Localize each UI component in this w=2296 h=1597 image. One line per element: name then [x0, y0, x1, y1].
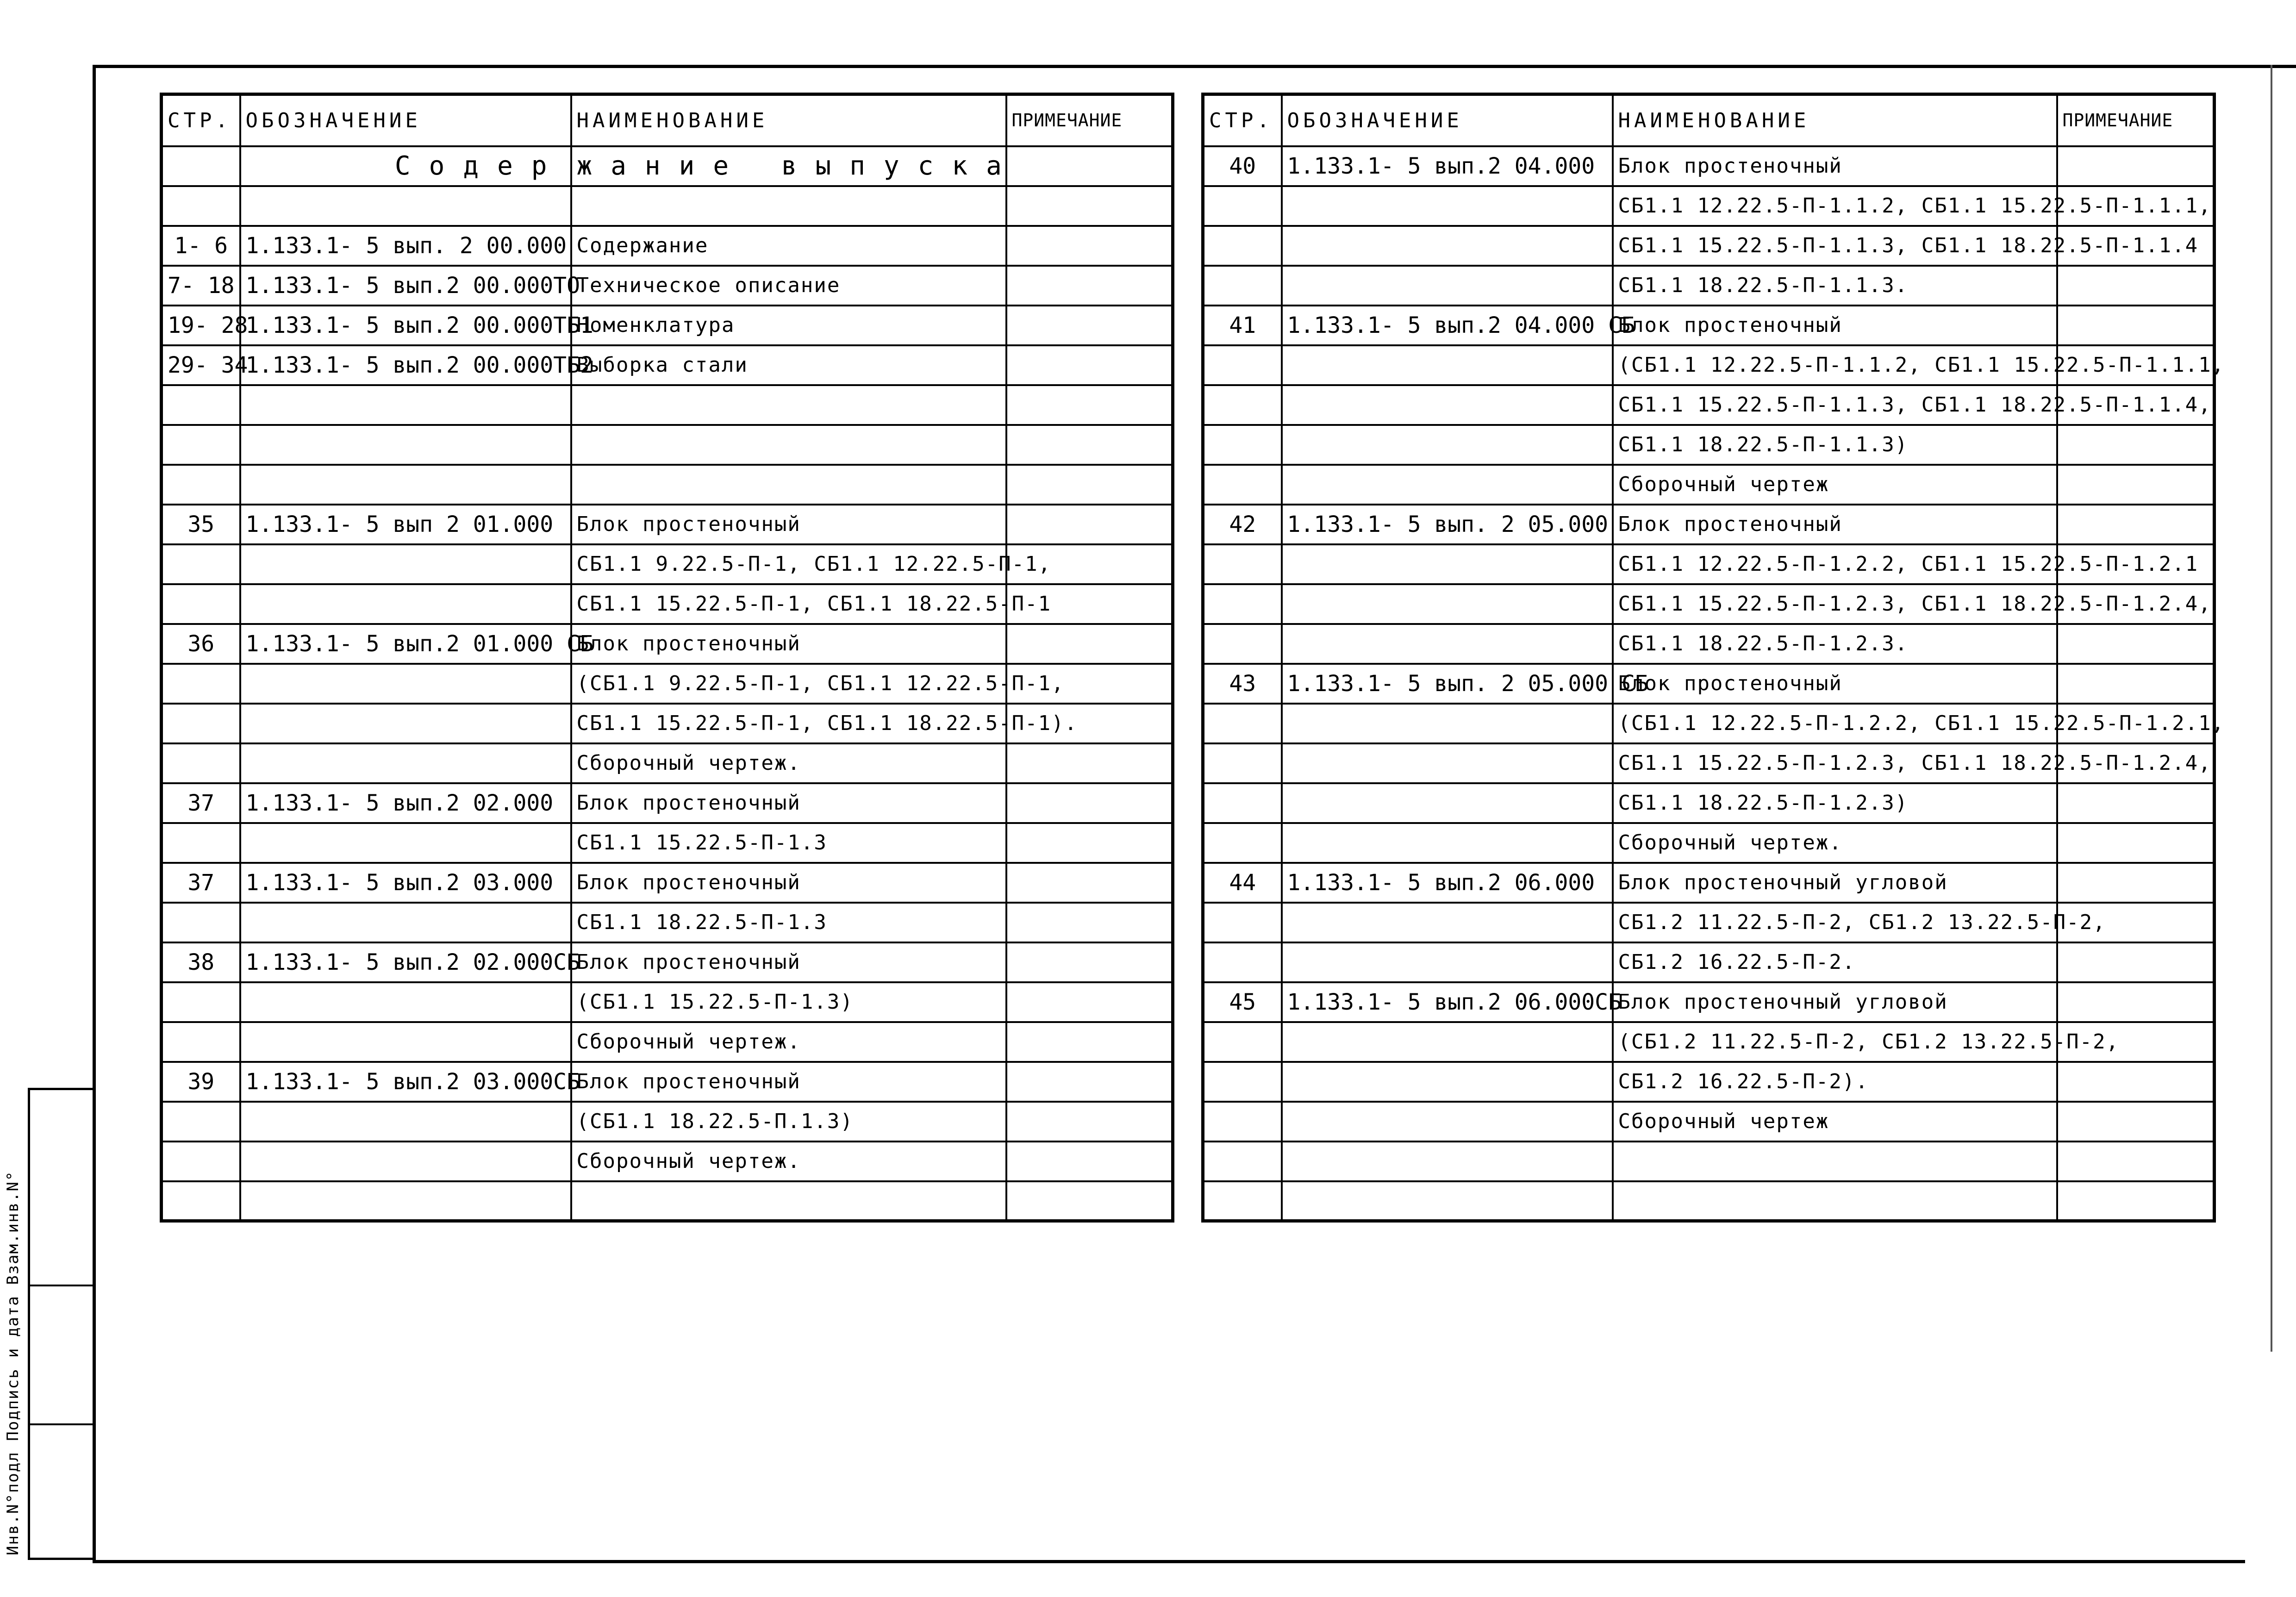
row-name-cell: СБ1.1 18.22.5-П-1.1.3) [1613, 425, 2057, 465]
row-name-cell: Сборочный чертеж [1613, 1102, 2057, 1142]
row-name-cell: Блок простеночный [1613, 306, 2057, 345]
row-name-cell: Техническое описание [571, 266, 1006, 306]
row-designation-cell [1282, 345, 1613, 385]
table-row [162, 1142, 1173, 1181]
row-page-cell: 37 [162, 863, 240, 903]
table-row [162, 743, 1173, 783]
row-name-cell [571, 465, 1006, 505]
table-row [162, 1062, 1173, 1102]
row-page-cell [1203, 1142, 1282, 1181]
row-designation-cell [240, 385, 571, 425]
row-note-cell [2057, 863, 2215, 903]
row-name-cell: (СБ1.1 15.22.5-П-1.3) [571, 982, 1006, 1022]
table-row [1203, 544, 2215, 584]
row-name-cell: СБ1.1 18.22.5-П-1.1.3. [1613, 266, 2057, 306]
row-note-cell [1006, 425, 1173, 465]
table-row [1203, 863, 2215, 903]
row-page-cell: 40 [1203, 146, 1282, 186]
row-designation-cell [1282, 425, 1613, 465]
title-cell-note [1006, 146, 1173, 186]
row-name-cell: Сборочный чертеж. [1613, 823, 2057, 863]
row-name-cell: (СБ1.2 11.22.5-П-2, СБ1.2 13.22.5-П-2, [1613, 1022, 2057, 1062]
row-designation-cell [240, 1022, 571, 1062]
row-note-cell [2057, 942, 2215, 982]
row-note-cell [1006, 226, 1173, 266]
row-designation-cell [240, 1142, 571, 1181]
row-name-cell: СБ1.1 9.22.5-П-1, СБ1.1 12.22.5-П-1, [571, 544, 1006, 584]
table-row [1203, 345, 2215, 385]
side-stamp-text: Инв.N°подл Подпись и дата Взам.инв.N° [4, 1170, 22, 1555]
row-designation-cell [240, 425, 571, 465]
row-designation-cell: 1.133.1- 5 вып.2 02.000 [240, 783, 571, 823]
row-name-cell [1613, 1181, 2057, 1221]
row-page-cell [162, 186, 240, 226]
header-name: НАИМЕНОВАНИЕ [1613, 94, 2057, 146]
row-designation-cell: 1.133.1- 5 вып. 2 00.000 [240, 226, 571, 266]
row-note-cell [1006, 465, 1173, 505]
row-page-cell [162, 823, 240, 863]
row-page-cell [162, 1181, 240, 1221]
row-note-cell [2057, 146, 2215, 186]
table-row [1203, 146, 2215, 186]
row-page-cell [1203, 1102, 1282, 1142]
row-designation-cell [1282, 903, 1613, 942]
table-title-row [162, 146, 1173, 186]
row-designation-cell [1282, 783, 1613, 823]
row-name-cell: СБ1.1 18.22.5-П-1.3 [571, 903, 1006, 942]
row-name-cell: Сборочный чертеж. [571, 743, 1006, 783]
table-row [1203, 425, 2215, 465]
table-row [1203, 1062, 2215, 1102]
row-designation-cell [240, 465, 571, 505]
row-note-cell [1006, 385, 1173, 425]
row-page-cell: 42 [1203, 505, 1282, 544]
frame-bottom-line [93, 1560, 2245, 1563]
row-designation-cell [240, 982, 571, 1022]
table-row [162, 863, 1173, 903]
row-page-cell [162, 385, 240, 425]
table-row [1203, 465, 2215, 505]
row-designation-cell [1282, 584, 1613, 624]
row-name-cell [571, 385, 1006, 425]
row-designation-cell [1282, 624, 1613, 664]
row-page-cell [162, 425, 240, 465]
row-note-cell [1006, 863, 1173, 903]
row-name-cell: СБ1.1 15.22.5-П-1.1.3, СБ1.1 18.22.5-П-1.1.4, [1613, 385, 2057, 425]
row-name-cell: Номенклатура [571, 306, 1006, 345]
table-header-row [1203, 94, 2215, 146]
row-page-cell [162, 1022, 240, 1062]
row-page-cell [1203, 1022, 1282, 1062]
row-note-cell [2057, 266, 2215, 306]
row-designation-cell [1282, 1022, 1613, 1062]
table-row [162, 226, 1173, 266]
row-page-cell: 45 [1203, 982, 1282, 1022]
row-page-cell: 36 [162, 624, 240, 664]
table-row [1203, 1181, 2215, 1221]
table-row [162, 783, 1173, 823]
table-row [162, 186, 1173, 226]
row-page-cell: 1- 6 [162, 226, 240, 266]
table-row [162, 1181, 1173, 1221]
header-page: СТР. [162, 94, 240, 146]
row-note-cell [1006, 743, 1173, 783]
row-page-cell [1203, 704, 1282, 743]
row-note-cell [1006, 505, 1173, 544]
row-designation-cell [1282, 704, 1613, 743]
row-designation-cell [240, 1102, 571, 1142]
row-note-cell [2057, 1181, 2215, 1221]
row-note-cell [2057, 465, 2215, 505]
row-name-cell: СБ1.1 15.22.5-П-1, СБ1.1 18.22.5-П-1). [571, 704, 1006, 743]
row-page-cell [162, 664, 240, 704]
row-page-cell [1203, 266, 1282, 306]
table-row [1203, 783, 2215, 823]
row-designation-cell: 1.133.1- 5 вып.2 06.000СБ [1282, 982, 1613, 1022]
row-page-cell [1203, 1062, 1282, 1102]
row-page-cell [162, 544, 240, 584]
table-row [1203, 823, 2215, 863]
row-name-cell: СБ1.1 15.22.5-П-1.2.3, СБ1.1 18.22.5-П-1.2.4, [1613, 743, 2057, 783]
table-row [162, 903, 1173, 942]
row-note-cell [1006, 942, 1173, 982]
row-page-cell [1203, 186, 1282, 226]
row-page-cell: 29- 34 [162, 345, 240, 385]
row-page-cell: 43 [1203, 664, 1282, 704]
row-page-cell [162, 982, 240, 1022]
row-page-cell [162, 1142, 240, 1181]
row-page-cell: 7- 18 [162, 266, 240, 306]
row-designation-cell: 1.133.1- 5 вып.2 00.000ТО [240, 266, 571, 306]
row-name-cell: (СБ1.1 9.22.5-П-1, СБ1.1 12.22.5-П-1, [571, 664, 1006, 704]
table-row [162, 982, 1173, 1022]
row-designation-cell [240, 903, 571, 942]
row-page-cell [1203, 425, 1282, 465]
row-page-cell: 39 [162, 1062, 240, 1102]
left-table-body [162, 146, 1173, 1221]
table-row [1203, 266, 2215, 306]
stamp-cell-inventory [30, 1423, 93, 1562]
row-name-cell: Содержание [571, 226, 1006, 266]
row-designation-cell [240, 823, 571, 863]
frame-right-line [2271, 65, 2272, 1352]
table-row [1203, 1022, 2215, 1062]
row-name-cell: СБ1.1 15.22.5-П-1.2.3, СБ1.1 18.22.5-П-1.2.4, [1613, 584, 2057, 624]
table-row [162, 345, 1173, 385]
table-row [1203, 186, 2215, 226]
row-note-cell [1006, 982, 1173, 1022]
row-page-cell [1203, 1181, 1282, 1221]
row-name-cell: Сборочный чертеж. [571, 1022, 1006, 1062]
table-row [1203, 505, 2215, 544]
side-stamp-box [28, 1088, 93, 1560]
table-row [162, 704, 1173, 743]
row-name-cell: СБ1.1 15.22.5-П-1.3 [571, 823, 1006, 863]
row-note-cell [1006, 306, 1173, 345]
title-cell-page [162, 146, 240, 186]
row-page-cell [1203, 783, 1282, 823]
table-row [1203, 306, 2215, 345]
row-note-cell [2057, 306, 2215, 345]
row-designation-cell [240, 186, 571, 226]
row-name-cell: Блок простеночный [571, 1062, 1006, 1102]
row-name-cell: Блок простеночный [571, 624, 1006, 664]
row-note-cell [2057, 505, 2215, 544]
row-designation-cell [1282, 942, 1613, 982]
contents-table-right [1201, 93, 2225, 1223]
row-designation-cell: 1.133.1- 5 вып. 2 05.000 СБ [1282, 664, 1613, 704]
row-name-cell: Блок простеночный [571, 783, 1006, 823]
row-page-cell [162, 1102, 240, 1142]
row-page-cell [162, 903, 240, 942]
row-designation-cell [240, 544, 571, 584]
header-name: НАИМЕНОВАНИЕ [571, 94, 1006, 146]
row-name-cell: (СБ1.1 18.22.5-П.1.3) [571, 1102, 1006, 1142]
row-note-cell [1006, 1102, 1173, 1142]
row-name-cell: Блок простеночный [1613, 505, 2057, 544]
row-designation-cell: 1.133.1- 5 вып.2 06.000 [1282, 863, 1613, 903]
row-designation-cell: 1.133.1- 5 вып.2 04.000 [1282, 146, 1613, 186]
row-page-cell [1203, 903, 1282, 942]
row-note-cell [2057, 1142, 2215, 1181]
header-note: ПРИМЕЧАНИЕ [1006, 94, 1173, 146]
row-page-cell [1203, 465, 1282, 505]
row-page-cell: 44 [1203, 863, 1282, 903]
table-row [1203, 942, 2215, 982]
row-name-cell: Блок простеночный [1613, 664, 2057, 704]
title-left-part: Содер [240, 146, 571, 186]
row-page-cell: 37 [162, 783, 240, 823]
row-note-cell [2057, 982, 2215, 1022]
row-note-cell [1006, 1181, 1173, 1221]
row-designation-cell [1282, 266, 1613, 306]
row-page-cell [162, 584, 240, 624]
row-name-cell: СБ1.1 18.22.5-П-1.2.3. [1613, 624, 2057, 664]
row-page-cell: 38 [162, 942, 240, 982]
row-name-cell: СБ1.1 12.22.5-П-1.2.2, СБ1.1 15.22.5-П-1.2.1 [1613, 544, 2057, 584]
stamp-cell-signature [30, 1285, 93, 1423]
table-header-row [162, 94, 1173, 146]
row-designation-cell: 1.133.1- 5 вып.2 03.000 [240, 863, 571, 903]
table-row [162, 385, 1173, 425]
row-designation-cell [1282, 1142, 1613, 1181]
table-row [162, 942, 1173, 982]
row-name-cell: СБ1.1 15.22.5-П-1.1.3, СБ1.1 18.22.5-П-1.1.4 [1613, 226, 2057, 266]
table-row [162, 266, 1173, 306]
row-name-cell: Блок простеночный [571, 942, 1006, 982]
row-note-cell [1006, 823, 1173, 863]
row-note-cell [1006, 345, 1173, 385]
table-row [162, 425, 1173, 465]
row-designation-cell [1282, 1062, 1613, 1102]
row-note-cell [2057, 783, 2215, 823]
row-page-cell [1203, 624, 1282, 664]
table-row [162, 306, 1173, 345]
row-note-cell [1006, 783, 1173, 823]
table-row [162, 584, 1173, 624]
row-designation-cell: 1.133.1- 5 вып 2 01.000 [240, 505, 571, 544]
row-designation-cell [240, 743, 571, 783]
row-name-cell [571, 186, 1006, 226]
row-designation-cell: 1.133.1- 5 вып.2 04.000 СБ [1282, 306, 1613, 345]
table-row [162, 544, 1173, 584]
table-row [162, 1102, 1173, 1142]
header-designation: ОБОЗНАЧЕНИЕ [240, 94, 571, 146]
row-designation-cell [1282, 743, 1613, 783]
table-row [162, 1022, 1173, 1062]
table-row [1203, 624, 2215, 664]
row-designation-cell [240, 1181, 571, 1221]
row-page-cell [1203, 584, 1282, 624]
header-designation: ОБОЗНАЧЕНИЕ [1282, 94, 1613, 146]
row-note-cell [2057, 425, 2215, 465]
row-designation-cell [1282, 1102, 1613, 1142]
row-name-cell: Блок простеночный угловой [1613, 982, 2057, 1022]
row-designation-cell: 1.133.1- 5 вып. 2 05.000 [1282, 505, 1613, 544]
row-page-cell: 35 [162, 505, 240, 544]
row-page-cell [1203, 544, 1282, 584]
row-designation-cell: 1.133.1- 5 вып.2 00.000ТБ2 [240, 345, 571, 385]
row-name-cell: Сборочный чертеж. [571, 1142, 1006, 1181]
row-note-cell [2057, 664, 2215, 704]
row-page-cell [1203, 345, 1282, 385]
row-name-cell: Блок простеночный угловой [1613, 863, 2057, 903]
row-note-cell [1006, 1022, 1173, 1062]
row-designation-cell: 1.133.1- 5 вып.2 01.000 СБ [240, 624, 571, 664]
row-note-cell [1006, 266, 1173, 306]
row-name-cell [1613, 1142, 2057, 1181]
row-note-cell [2057, 1102, 2215, 1142]
row-page-cell [162, 743, 240, 783]
row-designation-cell [1282, 465, 1613, 505]
row-note-cell [1006, 624, 1173, 664]
row-page-cell: 41 [1203, 306, 1282, 345]
row-designation-cell: 1.133.1- 5 вып.2 03.000СБ [240, 1062, 571, 1102]
header-page: СТР. [1203, 94, 1282, 146]
title-right-part: жание выпуска [571, 146, 1006, 186]
row-designation-cell [1282, 1181, 1613, 1221]
row-name-cell: Блок простеночный [571, 863, 1006, 903]
row-page-cell [162, 465, 240, 505]
row-page-cell [162, 704, 240, 743]
row-page-cell [1203, 942, 1282, 982]
row-name-cell: СБ1.2 11.22.5-П-2, СБ1.2 13.22.5-П-2, [1613, 903, 2057, 942]
row-note-cell [2057, 823, 2215, 863]
table-row [1203, 226, 2215, 266]
header-note: ПРИМЕЧАНИЕ [2057, 94, 2215, 146]
row-name-cell: СБ1.2 16.22.5-П-2. [1613, 942, 2057, 982]
row-designation-cell [240, 584, 571, 624]
table-row [1203, 584, 2215, 624]
row-name-cell: СБ1.2 16.22.5-П-2). [1613, 1062, 2057, 1102]
row-page-cell [1203, 385, 1282, 425]
row-note-cell [1006, 1142, 1173, 1181]
table-row [1203, 704, 2215, 743]
table-row [162, 465, 1173, 505]
row-note-cell [1006, 903, 1173, 942]
row-designation-cell [240, 664, 571, 704]
row-name-cell: Выборка стали [571, 345, 1006, 385]
row-note-cell [2057, 624, 2215, 664]
table-row [1203, 743, 2215, 783]
table-row [162, 823, 1173, 863]
table-row [1203, 1102, 2215, 1142]
row-name-cell [571, 425, 1006, 465]
row-name-cell: СБ1.1 18.22.5-П-1.2.3) [1613, 783, 2057, 823]
row-designation-cell [1282, 186, 1613, 226]
stamp-cell-replacement [30, 1090, 93, 1285]
row-designation-cell [1282, 385, 1613, 425]
table-row [1203, 903, 2215, 942]
table-row [1203, 385, 2215, 425]
row-page-cell [1203, 743, 1282, 783]
row-name-cell: СБ1.1 12.22.5-П-1.1.2, СБ1.1 15.22.5-П-1.1.1, [1613, 186, 2057, 226]
row-designation-cell: 1.133.1- 5 вып.2 02.000СБ [240, 942, 571, 982]
row-note-cell [2057, 1062, 2215, 1102]
row-page-cell [1203, 823, 1282, 863]
row-name-cell: (СБ1.1 12.22.5-П-1.2.2, СБ1.1 15.22.5-П-1.2.1, [1613, 704, 2057, 743]
row-name-cell [571, 1181, 1006, 1221]
table-row [162, 664, 1173, 704]
row-designation-cell [1282, 226, 1613, 266]
contents-table-left [160, 93, 1174, 1223]
row-designation-cell [240, 704, 571, 743]
row-designation-cell [1282, 544, 1613, 584]
row-page-cell [1203, 226, 1282, 266]
table-row [162, 505, 1173, 544]
row-designation-cell [1282, 823, 1613, 863]
row-page-cell: 19- 28 [162, 306, 240, 345]
row-name-cell: СБ1.1 15.22.5-П-1, СБ1.1 18.22.5-П-1 [571, 584, 1006, 624]
row-name-cell: Блок простеночный [1613, 146, 2057, 186]
table-row [1203, 664, 2215, 704]
table-row [162, 624, 1173, 664]
right-table-body [1203, 146, 2225, 1221]
table-row [1203, 982, 2215, 1022]
row-designation-cell: 1.133.1- 5 вып.2 00.000ТБ1 [240, 306, 571, 345]
row-name-cell: Блок простеночный [571, 505, 1006, 544]
row-name-cell: (СБ1.1 12.22.5-П-1.1.2, СБ1.1 15.22.5-П-1.1.1, [1613, 345, 2057, 385]
row-name-cell: Сборочный чертеж [1613, 465, 2057, 505]
row-note-cell [1006, 186, 1173, 226]
row-note-cell [1006, 1062, 1173, 1102]
table-row [1203, 1142, 2215, 1181]
